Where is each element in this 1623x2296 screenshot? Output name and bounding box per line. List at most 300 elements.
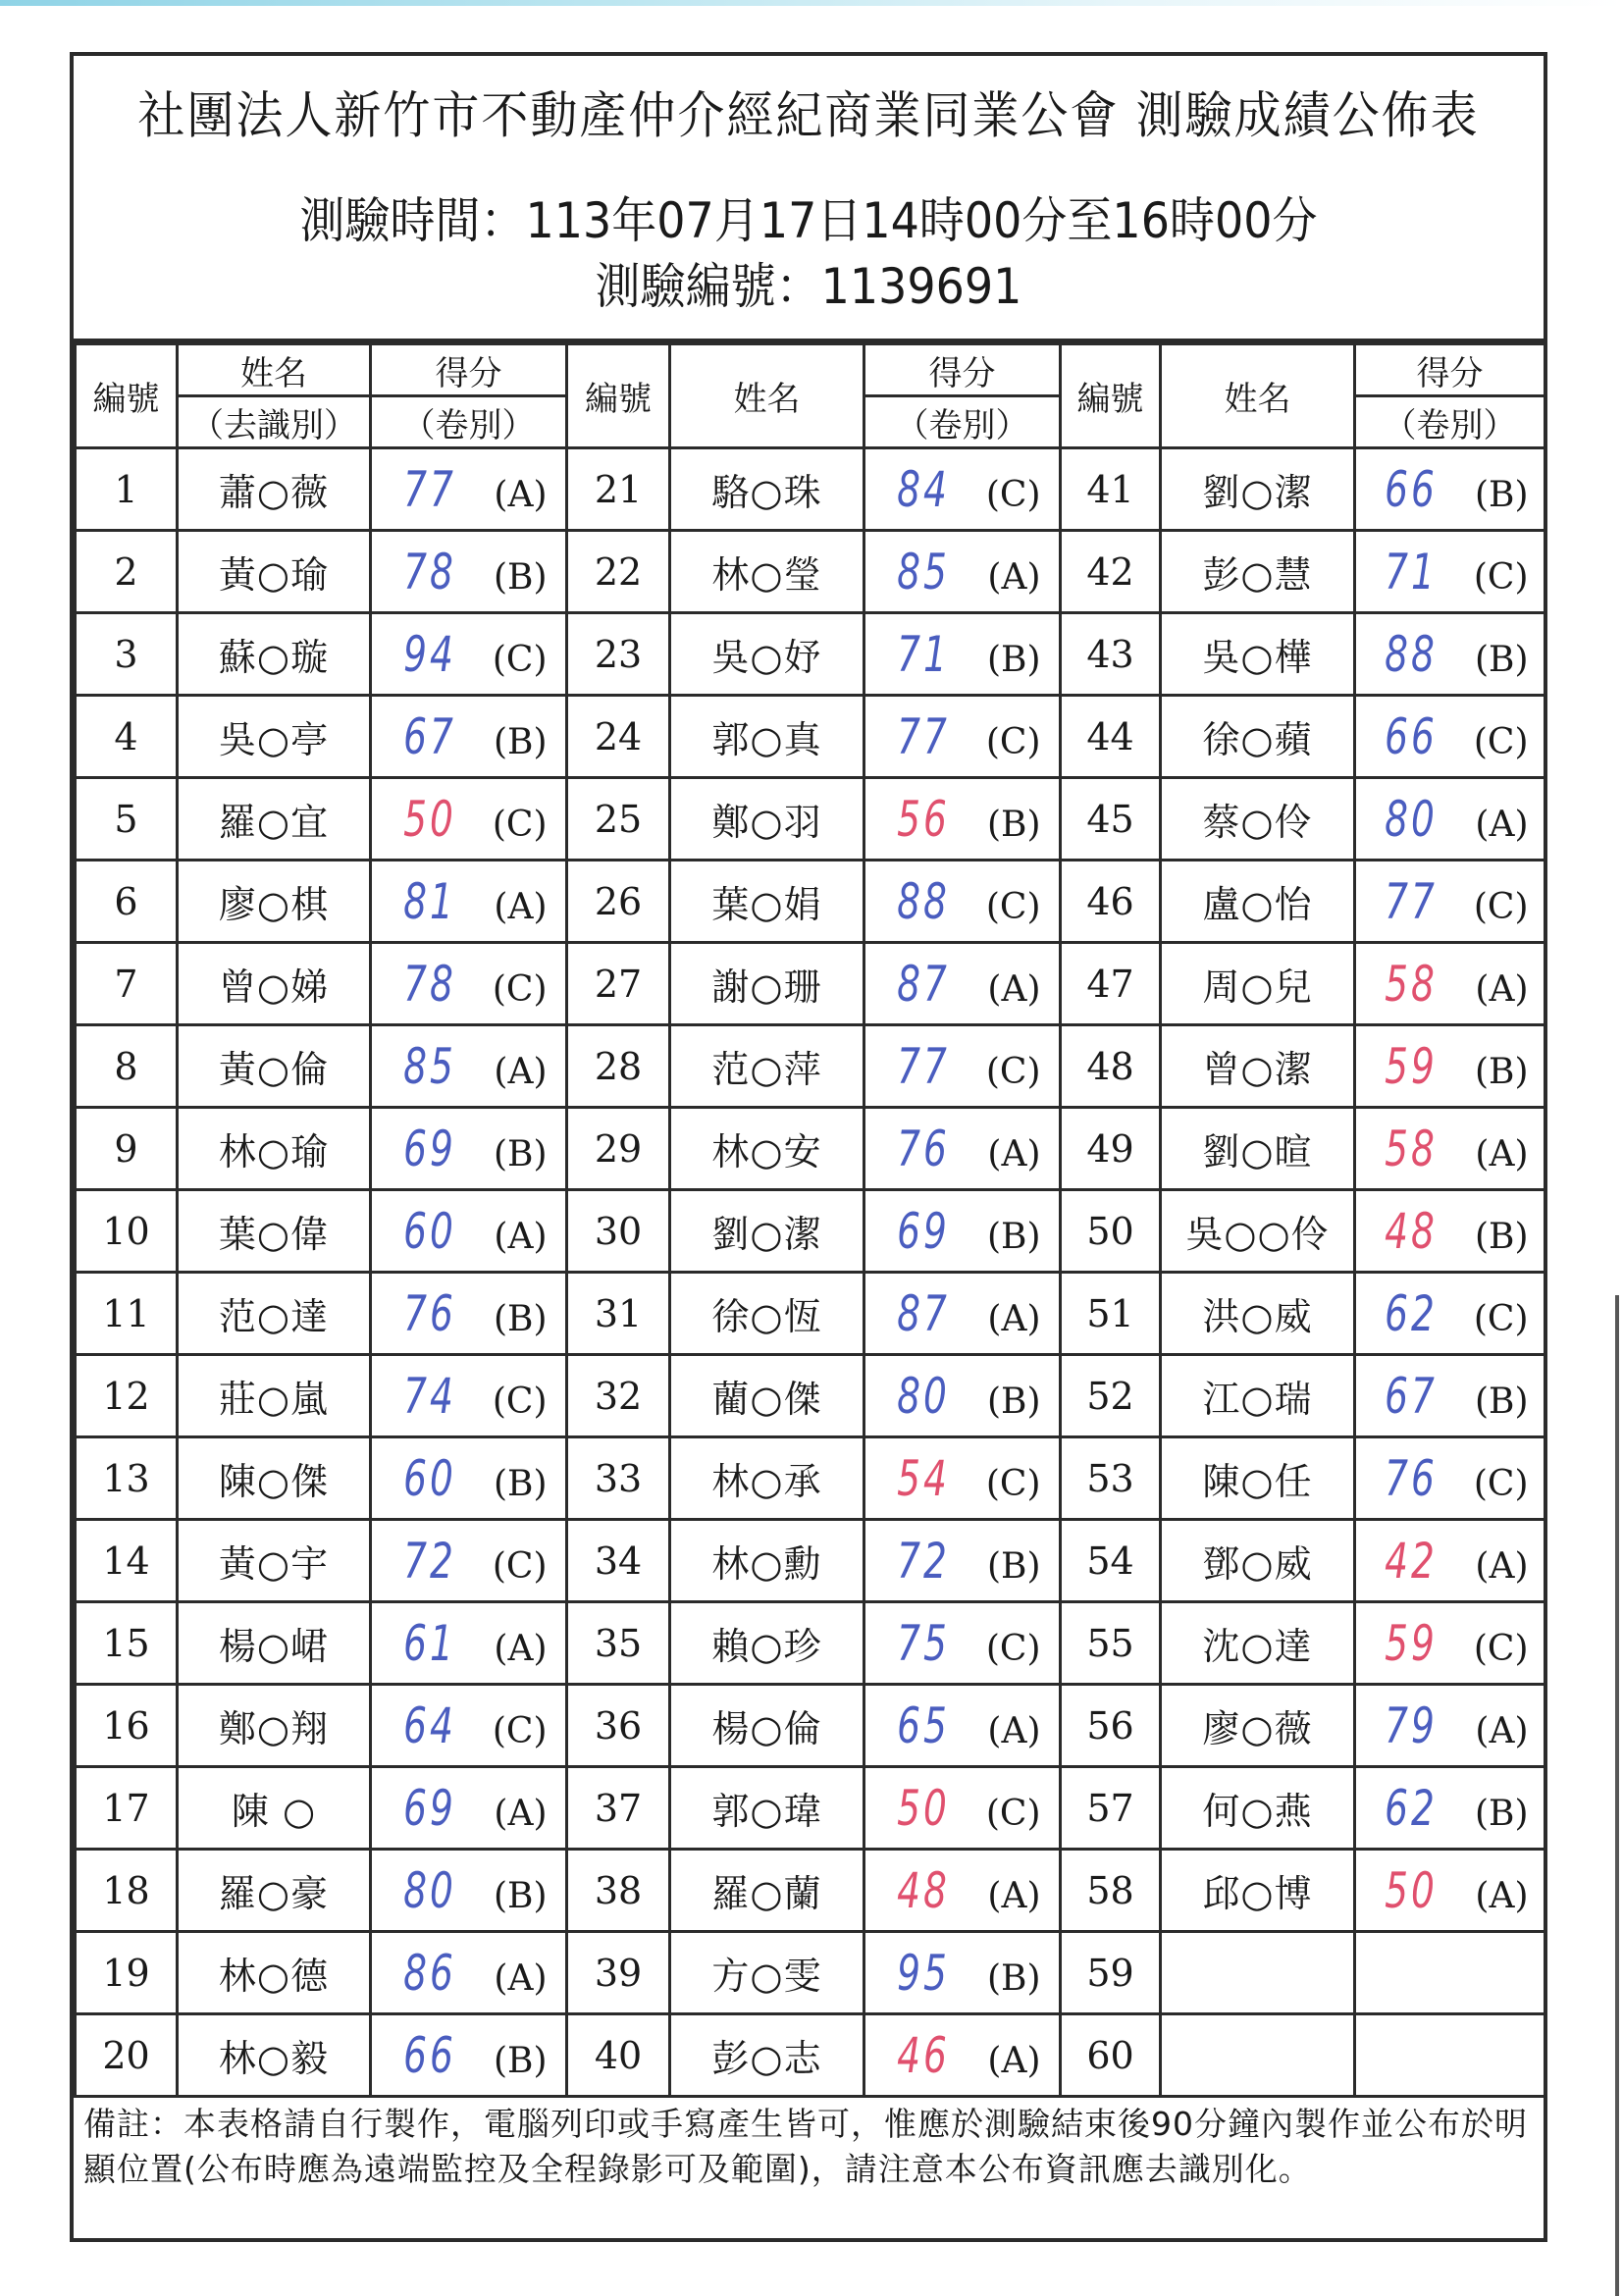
handwritten-score: 71: [1384, 543, 1438, 600]
column-header-name: 姓名: [670, 344, 864, 448]
candidate-number: 29: [567, 1108, 670, 1190]
paper-version: (C): [985, 1793, 1041, 1834]
handwritten-score: 94: [402, 625, 456, 683]
candidate-number: 55: [1061, 1602, 1161, 1685]
score-cell: [371, 1437, 567, 1520]
paper-version: (A): [494, 886, 548, 927]
handwritten-score: 46: [896, 2026, 950, 2084]
candidate-name: 林○毅: [178, 2014, 371, 2097]
column-header-number: 編號: [76, 344, 178, 448]
paper-version: (B): [986, 1545, 1041, 1587]
handwritten-score: 95: [896, 1944, 950, 2002]
handwritten-score: 77: [1384, 872, 1438, 930]
paper-version: (C): [985, 1463, 1041, 1504]
handwritten-score: 61: [402, 1614, 456, 1672]
score-cell: [864, 2014, 1061, 2097]
candidate-number: 58: [1061, 1850, 1161, 1932]
column-header-score: 得分: [864, 344, 1061, 396]
candidate-number: 23: [567, 613, 670, 696]
candidate-number: 7: [76, 943, 178, 1025]
candidate-name: 洪○威: [1161, 1273, 1355, 1355]
candidate-name: 陳○傑: [178, 1437, 371, 1520]
paper-version: (A): [1475, 968, 1529, 1010]
score-cell: [864, 531, 1061, 613]
candidate-name: 吳○樺: [1161, 613, 1355, 696]
candidate-number: 19: [76, 1932, 178, 2014]
handwritten-score: 77: [896, 1037, 950, 1095]
paper-version: (C): [492, 804, 548, 845]
candidate-name: 江○瑞: [1161, 1355, 1355, 1437]
candidate-number: 16: [76, 1685, 178, 1767]
score-cell: [371, 1355, 567, 1437]
candidate-name: 徐○蘋: [1161, 696, 1355, 778]
paper-version: (A): [987, 968, 1041, 1010]
table-row: [76, 1108, 1545, 1190]
table-row: [76, 531, 1545, 613]
candidate-name: [1161, 2014, 1355, 2097]
candidate-number: 27: [567, 943, 670, 1025]
candidate-name: 林○勳: [670, 1520, 864, 1602]
handwritten-score: 60: [402, 1449, 456, 1507]
handwritten-score: 56: [896, 790, 950, 848]
score-cell: [371, 2014, 567, 2097]
paper-version: (C): [985, 1628, 1041, 1669]
candidate-number: 50: [1061, 1190, 1161, 1273]
table-row: [76, 1025, 1545, 1108]
candidate-number: 47: [1061, 943, 1161, 1025]
paper-version: (A): [494, 1628, 548, 1669]
column-header-score: 得分: [1355, 344, 1545, 396]
handwritten-score: 76: [896, 1120, 950, 1177]
candidate-name: 曾○潔: [1161, 1025, 1355, 1108]
candidate-number: 26: [567, 861, 670, 943]
column-header-name: 姓名: [1161, 344, 1355, 448]
score-cell: [371, 1025, 567, 1108]
handwritten-score: 59: [1384, 1614, 1438, 1672]
handwritten-score: 66: [1384, 460, 1438, 518]
handwritten-score: 78: [402, 543, 456, 600]
paper-version: (A): [987, 2040, 1041, 2081]
candidate-name: 鄭○羽: [670, 778, 864, 861]
candidate-name: 郭○真: [670, 696, 864, 778]
candidate-name: 林○瑜: [178, 1108, 371, 1190]
score-cell: [1355, 1602, 1545, 1685]
candidate-number: 57: [1061, 1767, 1161, 1850]
candidate-number: 49: [1061, 1108, 1161, 1190]
table-row: [76, 1437, 1545, 1520]
paper-version: (A): [987, 1875, 1041, 1916]
candidate-name: 范○達: [178, 1273, 371, 1355]
table-row: [76, 1273, 1545, 1355]
table-row: [76, 1850, 1545, 1932]
paper-version: (A): [987, 1298, 1041, 1339]
score-cell: [371, 1685, 567, 1767]
candidate-number: 6: [76, 861, 178, 943]
paper-version: (A): [987, 556, 1041, 598]
column-header-paper: （卷別）: [864, 396, 1061, 448]
handwritten-score: 69: [402, 1120, 456, 1177]
candidate-number: 30: [567, 1190, 670, 1273]
paper-version: (A): [494, 1957, 548, 1999]
score-cell: [1355, 1025, 1545, 1108]
paper-version: (A): [1475, 1545, 1529, 1587]
candidate-name: 黃○宇: [178, 1520, 371, 1602]
paper-version: (B): [1474, 1793, 1529, 1834]
candidate-name: 謝○珊: [670, 943, 864, 1025]
handwritten-score: 69: [402, 1779, 456, 1837]
paper-version: (A): [494, 474, 548, 515]
paper-version: (B): [1474, 1381, 1529, 1422]
column-header-number: 編號: [1061, 344, 1161, 448]
candidate-number: 14: [76, 1520, 178, 1602]
paper-version: (A): [494, 1216, 548, 1257]
handwritten-score: 62: [1384, 1779, 1438, 1837]
handwritten-score: 50: [402, 790, 456, 848]
handwritten-score: 67: [1384, 1367, 1438, 1425]
candidate-number: 40: [567, 2014, 670, 2097]
candidate-number: 17: [76, 1767, 178, 1850]
candidate-name: 葉○娟: [670, 861, 864, 943]
handwritten-score: 66: [402, 2026, 456, 2084]
handwritten-score: 85: [402, 1037, 456, 1095]
candidate-name: 蔡○伶: [1161, 778, 1355, 861]
candidate-name: [1161, 1932, 1355, 2014]
candidate-number: 5: [76, 778, 178, 861]
handwritten-score: 76: [1384, 1449, 1438, 1507]
paper-version: (B): [493, 556, 548, 598]
candidate-number: 59: [1061, 1932, 1161, 2014]
candidate-number: 51: [1061, 1273, 1161, 1355]
candidate-name: 吳○妤: [670, 613, 864, 696]
score-cell: [864, 1355, 1061, 1437]
candidate-name: 林○瑩: [670, 531, 864, 613]
column-header-paper: （卷別）: [1355, 396, 1545, 448]
score-cell: [1355, 1685, 1545, 1767]
candidate-name: 廖○棋: [178, 861, 371, 943]
score-cell: [371, 613, 567, 696]
candidate-name: 楊○倫: [670, 1685, 864, 1767]
handwritten-score: 72: [896, 1532, 950, 1590]
score-cell: [864, 1685, 1061, 1767]
paper-version: (B): [986, 1381, 1041, 1422]
candidate-name: 黃○瑜: [178, 531, 371, 613]
paper-version: (C): [492, 1710, 548, 1751]
exam-time: 測驗時間：113年07月17日14時00分至16時00分: [299, 192, 1318, 249]
table-row: [76, 1602, 1545, 1685]
paper-version: (C): [1473, 1628, 1529, 1669]
handwritten-score: 54: [896, 1449, 950, 1507]
candidate-number: 54: [1061, 1520, 1161, 1602]
paper-version: (B): [493, 2040, 548, 2081]
score-cell: [864, 1767, 1061, 1850]
candidate-number: 32: [567, 1355, 670, 1437]
candidate-name: 吳○亭: [178, 696, 371, 778]
candidate-name: 林○承: [670, 1437, 864, 1520]
candidate-name: 林○安: [670, 1108, 864, 1190]
table-row: [76, 613, 1545, 696]
candidate-number: 46: [1061, 861, 1161, 943]
candidate-number: 48: [1061, 1025, 1161, 1108]
table-row: [76, 943, 1545, 1025]
paper-version: (B): [986, 639, 1041, 680]
handwritten-score: 60: [402, 1202, 456, 1260]
handwritten-score: 58: [1384, 1120, 1438, 1177]
exam-number: 測驗編號：1139691: [595, 258, 1022, 315]
score-table: [74, 342, 1546, 2098]
handwritten-score: 64: [402, 1696, 456, 1754]
paper-version: (B): [1474, 1216, 1529, 1257]
paper-version: (B): [1474, 639, 1529, 680]
candidate-number: 53: [1061, 1437, 1161, 1520]
candidate-number: 3: [76, 613, 178, 696]
paper-version: (A): [1475, 804, 1529, 845]
candidate-number: 28: [567, 1025, 670, 1108]
candidate-name: 何○燕: [1161, 1767, 1355, 1850]
handwritten-score: 48: [896, 1861, 950, 1919]
candidate-number: 41: [1061, 448, 1161, 531]
candidate-number: 18: [76, 1850, 178, 1932]
table-row: [76, 1685, 1545, 1767]
score-cell: [371, 1932, 567, 2014]
candidate-name: 黃○倫: [178, 1025, 371, 1108]
candidate-name: 陳○任: [1161, 1437, 1355, 1520]
candidate-number: 15: [76, 1602, 178, 1685]
candidate-number: 45: [1061, 778, 1161, 861]
candidate-number: 4: [76, 696, 178, 778]
paper-version: (C): [985, 1051, 1041, 1092]
paper-version: (A): [494, 1051, 548, 1092]
paper-version: (B): [986, 1216, 1041, 1257]
handwritten-score: 87: [896, 955, 950, 1013]
score-cell: [864, 1025, 1061, 1108]
candidate-number: 24: [567, 696, 670, 778]
candidate-name: 劉○潔: [670, 1190, 864, 1273]
score-cell: [864, 613, 1061, 696]
candidate-number: 22: [567, 531, 670, 613]
paper-version: (A): [987, 1133, 1041, 1174]
handwritten-score: 74: [402, 1367, 456, 1425]
handwritten-score: 86: [402, 1944, 456, 2002]
score-cell: [371, 448, 567, 531]
candidate-number: 39: [567, 1932, 670, 2014]
paper-version: (B): [493, 1875, 548, 1916]
score-cell: [371, 778, 567, 861]
handwritten-score: 80: [1384, 790, 1438, 848]
score-cell: [371, 861, 567, 943]
score-cell: [1355, 1932, 1545, 2014]
handwritten-score: 59: [1384, 1037, 1438, 1095]
column-header-name: 姓名: [178, 344, 371, 396]
paper-version: (B): [1474, 1051, 1529, 1092]
score-cell: [371, 1767, 567, 1850]
candidate-number: 13: [76, 1437, 178, 1520]
score-cell: [1355, 1108, 1545, 1190]
score-cell: [371, 943, 567, 1025]
page-title: 社團法人新竹市不動產仲介經紀商業同業公會 測驗成績公佈表: [137, 86, 1480, 146]
candidate-name: 羅○宜: [178, 778, 371, 861]
handwritten-score: 48: [1384, 1202, 1438, 1260]
candidate-name: 駱○珠: [670, 448, 864, 531]
handwritten-score: 50: [896, 1779, 950, 1837]
candidate-name: 曾○娣: [178, 943, 371, 1025]
candidate-name: 劉○潔: [1161, 448, 1355, 531]
score-cell: [864, 778, 1061, 861]
candidate-name: 鄧○威: [1161, 1520, 1355, 1602]
candidate-name: 彭○慧: [1161, 531, 1355, 613]
paper-version: (C): [1473, 886, 1529, 927]
paper-version: (B): [493, 1298, 548, 1339]
candidate-name: 郭○瑋: [670, 1767, 864, 1850]
score-cell: [1355, 778, 1545, 861]
table-row: [76, 778, 1545, 861]
column-header-number: 編號: [567, 344, 670, 448]
candidate-name: 廖○薇: [1161, 1685, 1355, 1767]
paper-version: (B): [986, 804, 1041, 845]
candidate-number: 37: [567, 1767, 670, 1850]
paper-version: (A): [1475, 1710, 1529, 1751]
score-cell: [864, 1602, 1061, 1685]
score-cell: [864, 1108, 1061, 1190]
score-cell: [1355, 2014, 1545, 2097]
handwritten-score: 80: [896, 1367, 950, 1425]
candidate-name: 彭○志: [670, 2014, 864, 2097]
table-row: [76, 1355, 1545, 1437]
handwritten-score: 42: [1384, 1532, 1438, 1590]
paper-version: (C): [1473, 556, 1529, 598]
candidate-number: 44: [1061, 696, 1161, 778]
candidate-number: 60: [1061, 2014, 1161, 2097]
candidate-number: 2: [76, 531, 178, 613]
handwritten-score: 77: [402, 460, 456, 518]
candidate-name: 蘇○璇: [178, 613, 371, 696]
paper-version: (C): [492, 1545, 548, 1587]
score-cell: [864, 1850, 1061, 1932]
paper-version: (A): [494, 1793, 548, 1834]
handwritten-score: 72: [402, 1532, 456, 1590]
handwritten-score: 65: [896, 1696, 950, 1754]
score-cell: [1355, 531, 1545, 613]
paper-version: (C): [492, 968, 548, 1010]
handwritten-score: 71: [896, 625, 950, 683]
candidate-number: 34: [567, 1520, 670, 1602]
score-cell: [1355, 1437, 1545, 1520]
candidate-name: 吳○○伶: [1161, 1190, 1355, 1273]
handwritten-score: 62: [1384, 1284, 1438, 1342]
candidate-number: 1: [76, 448, 178, 531]
score-cell: [1355, 696, 1545, 778]
candidate-name: 徐○恆: [670, 1273, 864, 1355]
handwritten-score: 78: [402, 955, 456, 1013]
handwritten-score: 75: [896, 1614, 950, 1672]
table-row: [76, 2014, 1545, 2097]
paper-version: (B): [493, 721, 548, 762]
handwritten-score: 84: [896, 460, 950, 518]
candidate-number: 42: [1061, 531, 1161, 613]
handwritten-score: 66: [1384, 707, 1438, 765]
handwritten-score: 77: [896, 707, 950, 765]
paper-version: (B): [493, 1133, 548, 1174]
sheet-header: [74, 56, 1544, 342]
score-cell: [864, 1932, 1061, 2014]
candidate-number: 38: [567, 1850, 670, 1932]
score-cell: [864, 943, 1061, 1025]
score-cell: [864, 1190, 1061, 1273]
paper-version: (A): [1475, 1133, 1529, 1174]
handwritten-score: 67: [402, 707, 456, 765]
candidate-number: 10: [76, 1190, 178, 1273]
column-header-name-sub: （去識別）: [178, 396, 371, 448]
candidate-name: 方○雯: [670, 1932, 864, 2014]
score-cell: [371, 1850, 567, 1932]
candidate-number: 25: [567, 778, 670, 861]
candidate-number: 36: [567, 1685, 670, 1767]
paper-version: (C): [1473, 1463, 1529, 1504]
score-cell: [1355, 613, 1545, 696]
candidate-number: 31: [567, 1273, 670, 1355]
scan-edge-artifact: [1615, 1295, 1619, 2296]
candidate-name: 邱○博: [1161, 1850, 1355, 1932]
score-cell: [1355, 1190, 1545, 1273]
paper-version: (B): [1474, 474, 1529, 515]
table-row: [76, 861, 1545, 943]
table-row: [76, 1932, 1545, 2014]
candidate-number: 21: [567, 448, 670, 531]
handwritten-score: 85: [896, 543, 950, 600]
candidate-name: 林○德: [178, 1932, 371, 2014]
paper-version: (C): [985, 474, 1041, 515]
handwritten-score: 88: [896, 872, 950, 930]
paper-version: (A): [987, 1710, 1041, 1751]
column-header-score: 得分: [371, 344, 567, 396]
candidate-name: 蕭○薇: [178, 448, 371, 531]
score-cell: [864, 1437, 1061, 1520]
candidate-name: 范○萍: [670, 1025, 864, 1108]
candidate-name: 賴○珍: [670, 1602, 864, 1685]
paper-version: (C): [492, 1381, 548, 1422]
candidate-number: 11: [76, 1273, 178, 1355]
candidate-name: 羅○豪: [178, 1850, 371, 1932]
candidate-number: 43: [1061, 613, 1161, 696]
table-row: [76, 696, 1545, 778]
score-cell: [1355, 1767, 1545, 1850]
score-cell: [864, 1520, 1061, 1602]
candidate-name: 羅○蘭: [670, 1850, 864, 1932]
candidate-number: 8: [76, 1025, 178, 1108]
score-cell: [864, 696, 1061, 778]
handwritten-score: 81: [402, 872, 456, 930]
score-cell: [864, 448, 1061, 531]
paper-version: (C): [492, 639, 548, 680]
score-cell: [371, 1602, 567, 1685]
candidate-name: 莊○嵐: [178, 1355, 371, 1437]
handwritten-score: 79: [1384, 1696, 1438, 1754]
candidate-name: 藺○傑: [670, 1355, 864, 1437]
score-cell: [371, 1190, 567, 1273]
score-cell: [371, 1520, 567, 1602]
score-cell: [864, 861, 1061, 943]
paper-version: (C): [1473, 1298, 1529, 1339]
handwritten-score: 80: [402, 1861, 456, 1919]
scan-edge-artifact: [0, 0, 1623, 6]
score-cell: [371, 696, 567, 778]
candidate-name: 盧○怡: [1161, 861, 1355, 943]
paper-version: (C): [1473, 721, 1529, 762]
footnote: 備註：本表格請自行製作，電腦列印或手寫產生皆可，惟應於測驗結束後90分鐘內製作並公布於明顯位置(公布時應為遠端監控及全程錄影可及範圍)，請注意本公布資訊應去識別化。: [83, 2105, 1528, 2188]
score-cell: [1355, 1273, 1545, 1355]
candidate-number: 9: [76, 1108, 178, 1190]
candidate-name: 鄭○翔: [178, 1685, 371, 1767]
score-cell: [371, 1108, 567, 1190]
